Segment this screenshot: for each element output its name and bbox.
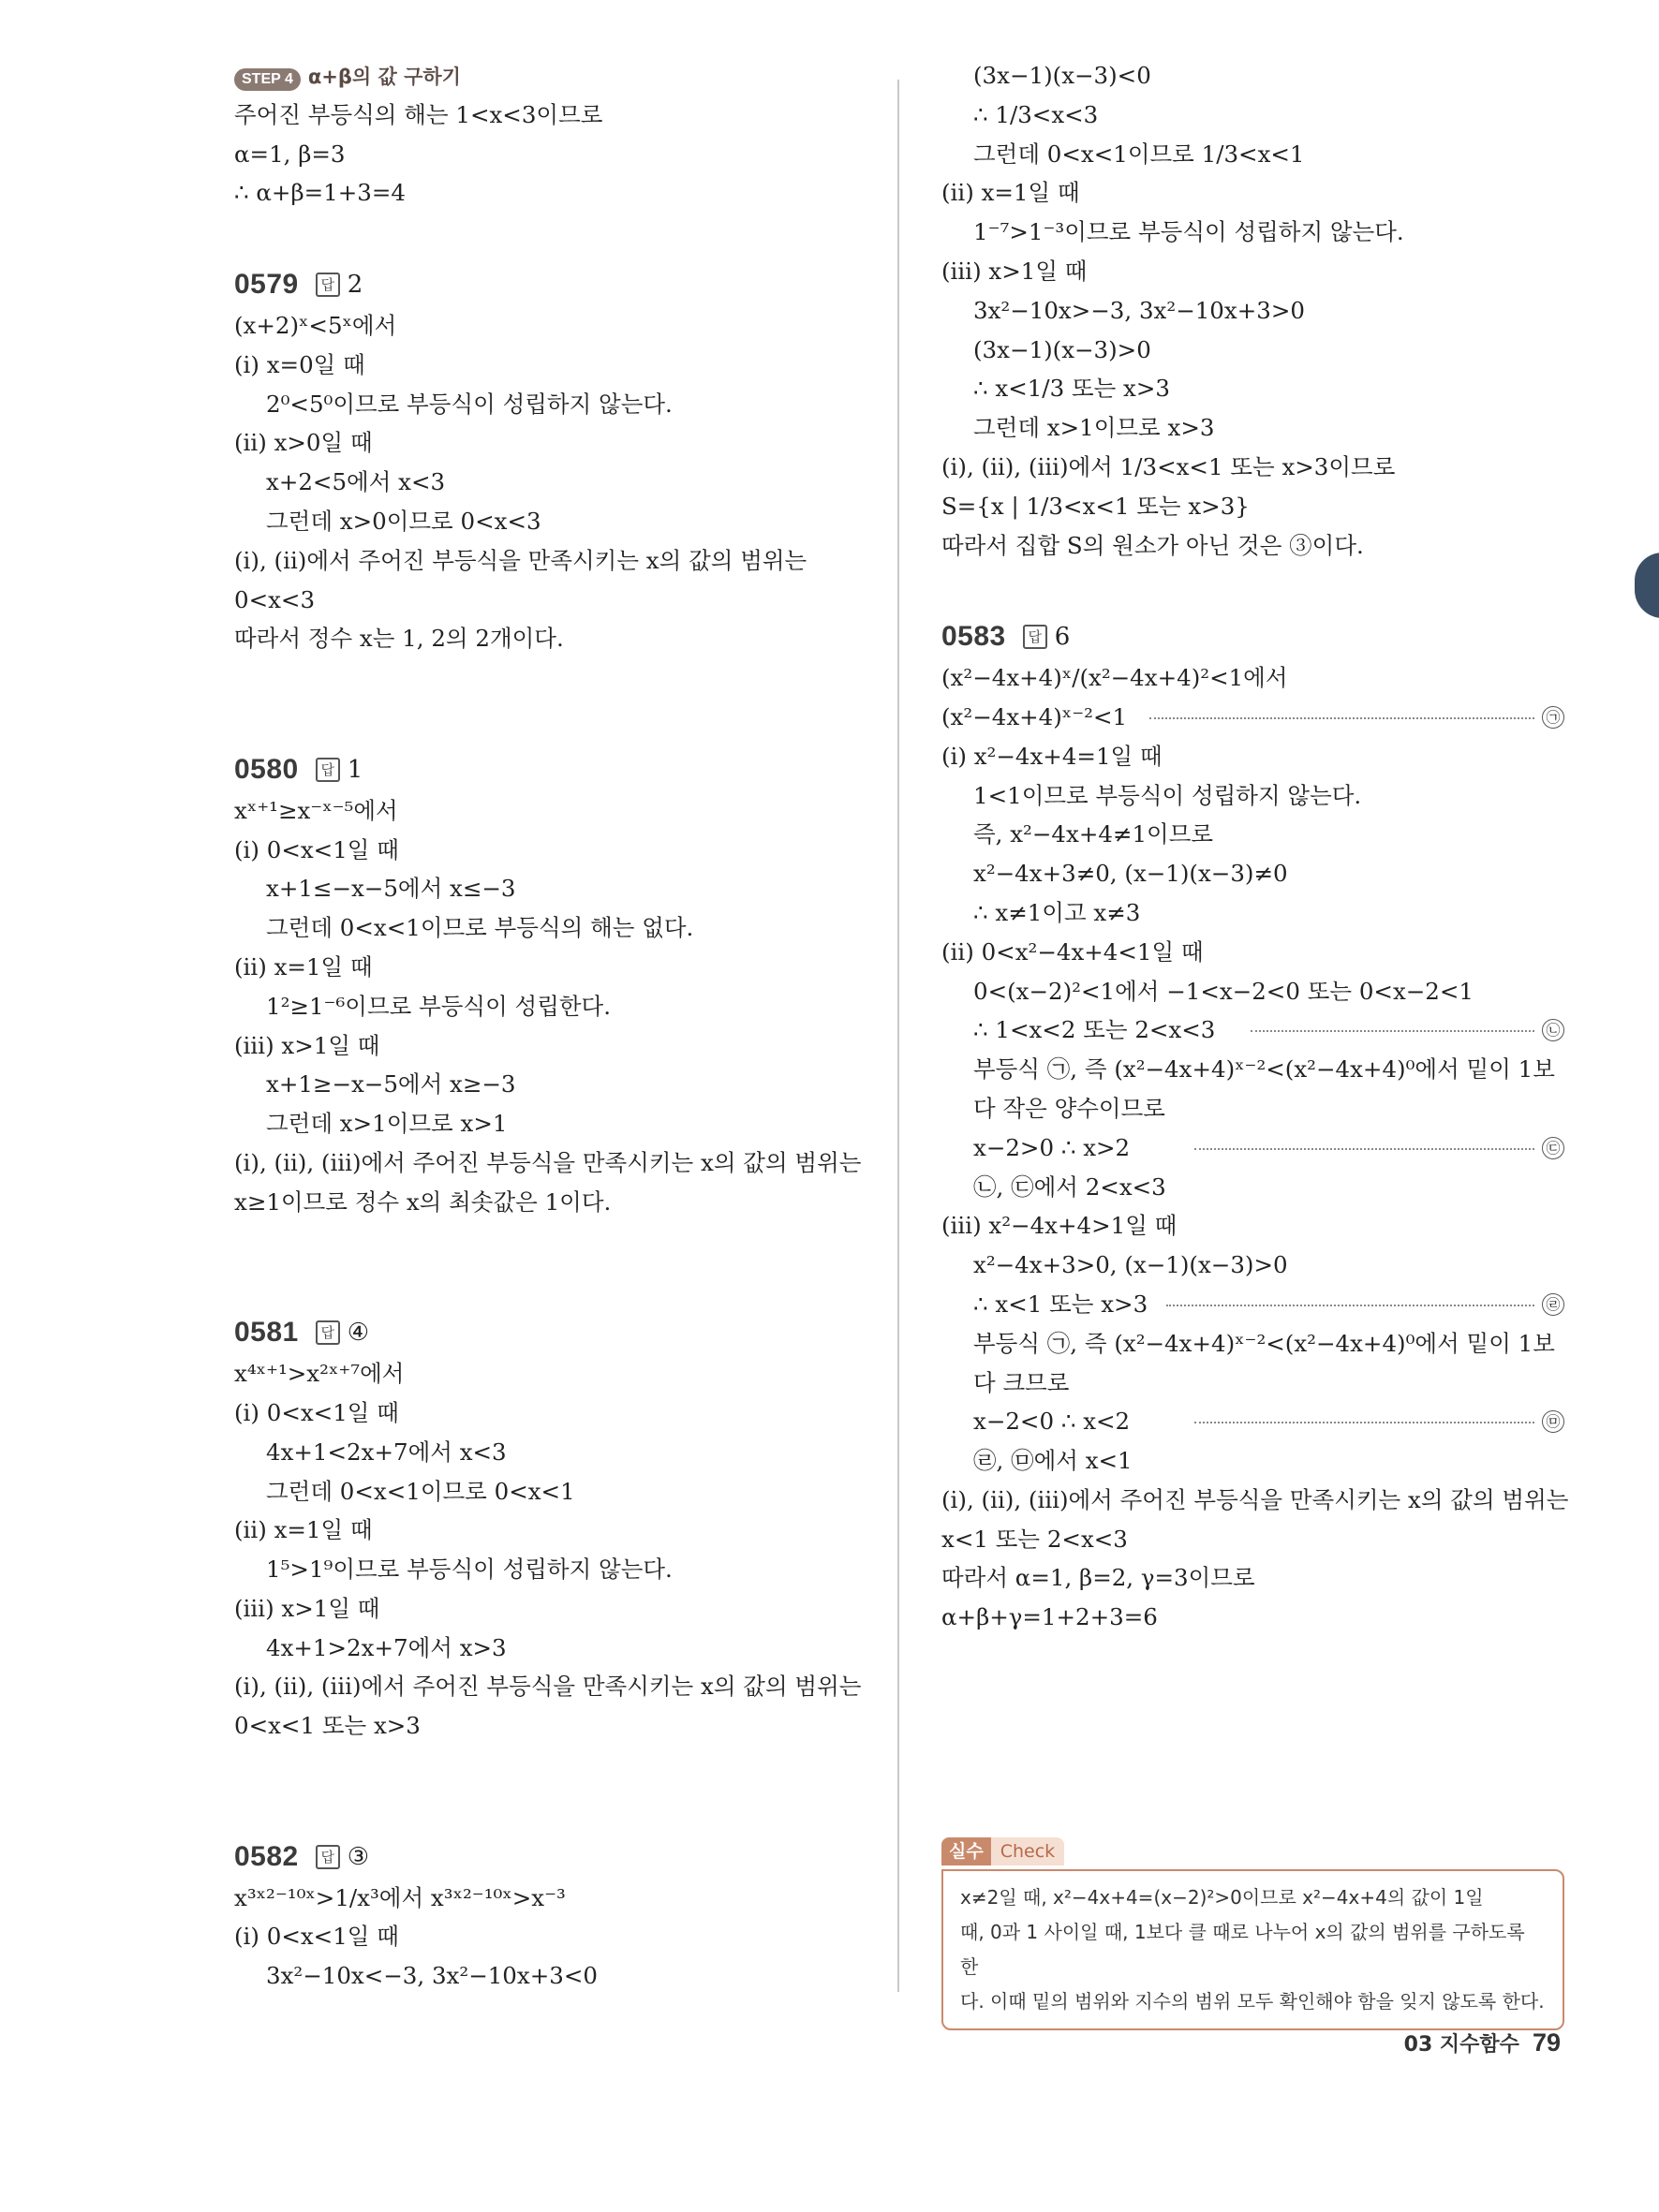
answer-box-icon: 답 bbox=[316, 758, 340, 782]
marker-4: ㉣ bbox=[1542, 1293, 1564, 1316]
text-line: 2⁰<5⁰이므로 부등식이 성립하지 않는다. bbox=[266, 390, 673, 418]
text-line: α=1, β=3 bbox=[234, 140, 346, 168]
text-line: (ⅰ), (ⅱ), (ⅲ)에서 주어진 부등식을 만족시키는 x의 값의 범위는 bbox=[234, 1673, 862, 1701]
answer-box-icon: 답 bbox=[316, 1320, 340, 1345]
text-line: (ⅲ) x>1일 때 bbox=[941, 257, 1088, 285]
marked-line bbox=[941, 1402, 1564, 1441]
text-line: 3x²−10x>−3, 3x²−10x+3>0 bbox=[973, 296, 1305, 324]
marker-2: ㉡ bbox=[1542, 1019, 1564, 1041]
text-line: ∴ x≠1이고 x≠3 bbox=[973, 898, 1141, 926]
mistake-check-box bbox=[941, 1837, 1564, 2030]
text-line: α+β+γ=1+2+3=6 bbox=[941, 1603, 1158, 1631]
text-line: ∴ 1/3<x<3 bbox=[973, 100, 1099, 128]
text-line: (ⅱ) x>0일 때 bbox=[234, 429, 373, 457]
answer-box-icon: 답 bbox=[316, 1845, 340, 1869]
problem-header-0583 bbox=[941, 604, 1564, 658]
text-line: (ⅲ) x>1일 때 bbox=[234, 1594, 380, 1622]
text-line: 1⁻⁷>1⁻³이므로 부등식이 성립하지 않는다. bbox=[973, 218, 1404, 246]
text-line: 4x+1<2x+7에서 x<3 bbox=[266, 1438, 507, 1466]
text-line: ∴ 1<x<2 또는 2<x<3 bbox=[973, 1016, 1216, 1044]
text-line: x−2<0 ∴ x<2 bbox=[973, 1408, 1131, 1436]
dotted-leader bbox=[1166, 1305, 1534, 1306]
right-column bbox=[941, 56, 1569, 1637]
text-line: 1<1이므로 부등식이 성립하지 않는다. bbox=[973, 781, 1362, 809]
text-line: S={x | 1/3<x<1 또는 x>3} bbox=[941, 492, 1250, 520]
text-line: 주어진 부등식의 해는 1<x<3이므로 bbox=[234, 100, 603, 128]
text-line: ∴ α+β=1+3=4 bbox=[234, 179, 406, 207]
problem-header-0580 bbox=[234, 737, 843, 791]
text-line: 1⁵>1⁹이므로 부등식이 성립하지 않는다. bbox=[266, 1556, 673, 1584]
text-line: x−2>0 ∴ x>2 bbox=[973, 1133, 1131, 1161]
step-title: α+β의 값 구하기 bbox=[307, 66, 461, 88]
text-line: 부등식 ㉠, 즉 (x²−4x+4)ˣ⁻²<(x²−4x+4)⁰에서 밑이 1보 bbox=[973, 1329, 1555, 1357]
problem-number: 0580 bbox=[234, 753, 299, 785]
answer-value: 2 bbox=[347, 270, 363, 299]
text-line: x≥1이므로 정수 x의 최솟값은 1이다. bbox=[234, 1187, 612, 1216]
text-line: ㉣, ㉤에서 x<1 bbox=[973, 1447, 1133, 1475]
text-line: x≠2일 때, x²−4x+4=(x−2)²>0이므로 x²−4x+4의 값이 1일 bbox=[960, 1886, 1484, 1909]
text-line: (ⅲ) x²−4x+4>1일 때 bbox=[941, 1212, 1178, 1240]
text-line: 그런데 0<x<1이므로 1/3<x<1 bbox=[973, 140, 1305, 168]
dotted-leader bbox=[1149, 717, 1534, 719]
text-line: 그런데 0<x<1이므로 부등식의 해는 없다. bbox=[266, 914, 694, 942]
text-line: (ⅰ), (ⅱ), (ⅲ)에서 주어진 부등식을 만족시키는 x의 값의 범위는 bbox=[234, 1148, 862, 1176]
marker-3: ㉢ bbox=[1542, 1137, 1564, 1159]
text-line: x+1≥−x−5에서 x≥−3 bbox=[266, 1070, 516, 1099]
text-line: (ⅱ) x=1일 때 bbox=[234, 952, 373, 981]
text-line: (x²−4x+4)ˣ/(x²−4x+4)²<1에서 bbox=[941, 664, 1288, 692]
text-line: (ⅰ), (ⅱ), (ⅲ)에서 주어진 부등식을 만족시키는 x의 값의 범위는 bbox=[941, 1485, 1569, 1513]
mistake-check-tab bbox=[941, 1837, 1064, 1865]
text-line: 다. 이때 밑의 범위와 지수의 범위 모두 확인해야 함을 잊지 않도록 한다. bbox=[960, 1990, 1545, 2013]
step-badge: STEP 4 bbox=[234, 68, 301, 91]
text-line: 1²≥1⁻⁶이므로 부등식이 성립한다. bbox=[266, 992, 611, 1020]
text-line: ∴ x<1/3 또는 x>3 bbox=[973, 375, 1170, 403]
text-line: (ⅰ) 0<x<1일 때 bbox=[234, 835, 399, 863]
text-line: 따라서 정수 x는 1, 2의 2개이다. bbox=[234, 625, 564, 653]
text-line: x²−4x+3≠0, (x−1)(x−3)≠0 bbox=[973, 860, 1288, 888]
problem-header-0579 bbox=[234, 252, 843, 306]
text-line: x²−4x+3>0, (x−1)(x−3)>0 bbox=[973, 1251, 1288, 1279]
marked-line bbox=[941, 1010, 1564, 1050]
text-line: x+2<5에서 x<3 bbox=[266, 468, 446, 496]
chapter-label: 03 지수함수 bbox=[1403, 2033, 1519, 2057]
text-line: ∴ x<1 또는 x>3 bbox=[973, 1290, 1148, 1318]
text-line: (3x−1)(x−3)>0 bbox=[973, 335, 1151, 363]
marker-5: ㉤ bbox=[1542, 1410, 1564, 1433]
answer-value: 6 bbox=[1054, 623, 1071, 652]
problem-number: 0582 bbox=[234, 1840, 299, 1872]
page-footer bbox=[1404, 2028, 1561, 2057]
text-line: x+1≤−x−5에서 x≤−3 bbox=[266, 875, 516, 903]
text-line: (ⅰ) 0<x<1일 때 bbox=[234, 1923, 399, 1951]
step-heading bbox=[234, 56, 843, 96]
text-line: (ⅰ) x²−4x+4=1일 때 bbox=[941, 742, 1163, 770]
text-line: 그런데 x>1이므로 x>3 bbox=[973, 414, 1215, 442]
text-line: 3x²−10x<−3, 3x²−10x+3<0 bbox=[266, 1962, 598, 1990]
text-line: (ⅱ) x=1일 때 bbox=[234, 1516, 373, 1544]
marked-line bbox=[941, 1128, 1564, 1168]
answer-box-icon: 답 bbox=[1023, 625, 1047, 649]
text-line: 0<(x−2)²<1에서 −1<x−2<0 또는 0<x−2<1 bbox=[973, 977, 1474, 1005]
text-line: 즉, x²−4x+4≠1이므로 bbox=[973, 820, 1214, 848]
answer-value: 1 bbox=[347, 755, 363, 784]
marker-1: ㉠ bbox=[1542, 706, 1564, 729]
problem-header-0582 bbox=[234, 1824, 843, 1879]
text-line: (ⅰ), (ⅱ), (ⅲ)에서 1/3<x<1 또는 x>3이므로 bbox=[941, 452, 1396, 480]
text-line: x⁴ˣ⁺¹>x²ˣ⁺⁷에서 bbox=[234, 1360, 405, 1388]
text-line: xˣ⁺¹≥x⁻ˣ⁻⁵에서 bbox=[234, 796, 398, 824]
text-line: x<1 또는 2<x<3 bbox=[941, 1525, 1128, 1553]
text-line: (ⅲ) x>1일 때 bbox=[234, 1031, 380, 1059]
dotted-leader bbox=[1194, 1148, 1534, 1150]
marked-line bbox=[941, 1285, 1564, 1324]
problem-number: 0579 bbox=[234, 268, 299, 300]
chapter-tab-marker bbox=[1635, 553, 1659, 618]
text-line: 다 크므로 bbox=[973, 1368, 1070, 1396]
text-line: 0<x<3 bbox=[234, 585, 316, 613]
text-line: 다 작은 양수이므로 bbox=[973, 1094, 1165, 1122]
text-line: (3x−1)(x−3)<0 bbox=[973, 62, 1151, 89]
left-column bbox=[234, 56, 862, 1996]
check-tab-label: Check bbox=[991, 1837, 1064, 1865]
text-line: (x²−4x+4)ˣ⁻²<1 bbox=[941, 702, 1128, 730]
mistake-check-content bbox=[941, 1869, 1564, 2030]
text-line: (ⅰ), (ⅱ)에서 주어진 부등식을 만족시키는 x의 값의 범위는 bbox=[234, 546, 807, 574]
text-line: 그런데 x>0이므로 0<x<3 bbox=[266, 507, 541, 535]
text-line: 그런데 x>1이므로 x>1 bbox=[266, 1110, 508, 1138]
text-line: (ⅱ) x=1일 때 bbox=[941, 179, 1080, 207]
text-line: 따라서 집합 S의 원소가 아닌 것은 ③이다. bbox=[941, 531, 1364, 559]
text-line: (ⅰ) x=0일 때 bbox=[234, 350, 365, 378]
answer-value: ④ bbox=[347, 1319, 370, 1348]
text-line: 때, 0과 1 사이일 때, 1보다 클 때로 나누어 x의 값의 범위를 구하도록 한 bbox=[960, 1921, 1525, 1978]
dotted-leader bbox=[1194, 1422, 1534, 1423]
text-line: 0<x<1 또는 x>3 bbox=[234, 1712, 421, 1740]
text-line: 따라서 α=1, β=2, γ=3이므로 bbox=[941, 1564, 1255, 1592]
answer-box-icon: 답 bbox=[316, 273, 340, 297]
column-divider bbox=[897, 80, 899, 1992]
text-line: (ⅰ) 0<x<1일 때 bbox=[234, 1398, 399, 1426]
problem-number: 0581 bbox=[234, 1317, 299, 1349]
dotted-leader bbox=[1251, 1030, 1534, 1032]
text-line: x³ˣ²⁻¹⁰ˣ>1/x³에서 x³ˣ²⁻¹⁰ˣ>x⁻³ bbox=[234, 1883, 566, 1911]
text-line: 부등식 ㉠, 즉 (x²−4x+4)ˣ⁻²<(x²−4x+4)⁰에서 밑이 1보 bbox=[973, 1055, 1555, 1084]
text-line: (ⅱ) 0<x²−4x+4<1일 때 bbox=[941, 937, 1204, 966]
answer-value: ③ bbox=[347, 1842, 370, 1871]
mistake-tab-label: 실수 bbox=[941, 1837, 991, 1865]
text-line: 4x+1>2x+7에서 x>3 bbox=[266, 1633, 507, 1661]
text-line: 그런데 0<x<1이므로 0<x<1 bbox=[266, 1477, 575, 1505]
problem-header-0581 bbox=[234, 1300, 843, 1354]
text-line: ㉡, ㉢에서 2<x<3 bbox=[973, 1172, 1166, 1201]
marked-line bbox=[941, 698, 1564, 737]
problem-number: 0583 bbox=[941, 621, 1006, 653]
page-number: 79 bbox=[1532, 2028, 1561, 2057]
text-line: (x+2)ˣ<5ˣ에서 bbox=[234, 311, 397, 339]
